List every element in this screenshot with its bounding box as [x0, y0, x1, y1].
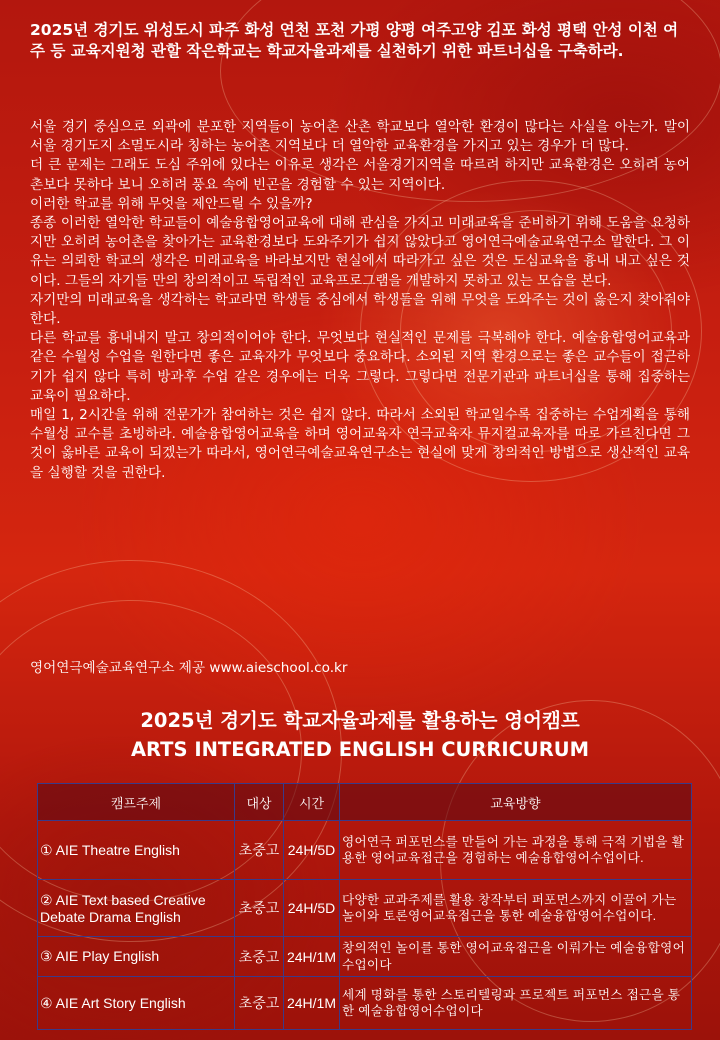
cell-time: 24H/1M — [284, 937, 340, 977]
cell-target: 초중고 — [235, 821, 284, 880]
credit-line: 영어연극예술교육연구소 제공 www.aieschool.co.kr — [30, 660, 348, 676]
table-header-row — [38, 784, 692, 821]
paragraph: 다른 학교를 흉내내지 말고 창의적이어야 한다. 무엇보다 현실적인 문제를 극복해야 한다. 예술융합영어교육과 같은 수월성 수업을 원한다면 좋은 교육자가 무엇보다 중요하다. 소외된 지역 환경으로는 좋은 교수들이 접근하기가 쉽지 않다 특히 방과후 수업 같은 경우에는 더욱 그렇다. 그렇다면 전문기관과 파트너십을 통해 집중하는 교육이 필요하다. — [30, 330, 690, 404]
table-row — [38, 937, 692, 977]
cell-theme: ③ AIE Play English — [38, 937, 235, 977]
cell-direction: 세계 명화를 통한 스토리텔링과 프로젝트 퍼포먼스 접근을 통한 예술융합영어수업이다 — [340, 977, 692, 1030]
header-theme: 캠프주제 — [38, 784, 235, 821]
paragraph: 서울 경기 중심으로 외곽에 분포한 지역들이 농어촌 산촌 학교보다 열악한 환경이 많다는 사실을 아는가. 말이 서울 경기도지 소멸도시라 칭하는 농어촌 지역보다 더 열악한 교육환경을 가지고 있는 경우가 더 많다. — [30, 119, 690, 155]
cell-time: 24H/1M — [284, 977, 340, 1030]
cell-target: 초중고 — [235, 977, 284, 1030]
cell-direction: 영어연극 퍼포먼스를 만들어 가는 과정을 통해 극적 기법을 활용한 영어교육접근을 경험하는 예술융합영어수업이다. — [340, 821, 692, 880]
cell-theme: ④ AIE Art Story English — [38, 977, 235, 1030]
paragraph: 매일 1, 2시간을 위해 전문가가 참여하는 것은 쉽지 않다. 따라서 소외된 학교일수록 집중하는 수업계획을 통해 수월성 교수를 초빙하라. 예술융합영어교육을 하며 영어교육자 연극교육자 뮤지컬교육자를 따로 가르친다면 그것이 옳바른 교육이 되겠는가 따라서, 영어연극예술교육연구소는 현실에 맞게 창의적인 방법으로 생산적인 교육을 실행할 것을 권한다. — [30, 407, 690, 481]
cell-time: 24H/5D — [284, 880, 340, 937]
article-body — [30, 118, 690, 483]
header-time: 시간 — [284, 784, 340, 821]
cell-direction: 다양한 교과주제를 활용 창작부터 퍼포먼스까지 이끌어 가는 놀이와 토론영어교육접근을 통한 예술융합영어수업이다. — [340, 880, 692, 937]
headline: 2025년 경기도 위성도시 파주 화성 연천 포천 가평 양평 여주고양 김포 화성 평택 안성 이천 여주 등 교육지원청 관할 작은학교는 학교자율과제를 실천하기 위한 파트너십을 구축하라. — [30, 21, 679, 60]
table-row — [38, 821, 692, 880]
cell-target: 초중고 — [235, 880, 284, 937]
table-row — [38, 880, 692, 937]
camp-title-korean: 2025년 경기도 학교자율과제를 활용하는 영어캠프 — [140, 709, 580, 732]
paragraph: 자기만의 미래교육을 생각하는 학교라면 학생들 중심에서 학생들을 위해 무엇을 도와주는 것이 옳은지 찾아줘야 한다. — [30, 291, 690, 328]
camp-table — [37, 783, 692, 1030]
table-row — [38, 977, 692, 1030]
cell-theme: ② AIE Text based Creative Debate Drama English — [38, 880, 235, 937]
cell-time: 24H/5D — [284, 821, 340, 880]
paragraph: 종종 이러한 열악한 학교들이 예술융합영어교육에 대해 관심을 가지고 미래교육을 준비하기 위해 도움을 요청하지만 오히려 농어촌을 찾아가는 교육환경보다 도와주기가 쉽지 않았다고 영어연극예술교육연구소 말한다. 그 이유는 의뢰한 학교의 생각은 미래교육을 바라보지만 현실에서 따라가고 싶은 것은 도심교육을 흉내 내고 싶은 것이다. 그들의 자기들 만의 창의적이고 독립적인 교육프로그램을 개발하지 못하고 있는 모습을 본다. — [30, 215, 690, 289]
cell-theme: ① AIE Theatre English — [38, 821, 235, 880]
cell-direction: 창의적인 놀이를 통한 영어교육접근을 이뤄가는 예술융합영어수업이다 — [340, 937, 692, 977]
camp-title — [0, 706, 720, 764]
paragraph: 더 큰 문제는 그래도 도심 주위에 있다는 이유로 생각은 서울경기지역을 따르려 하지만 교육환경은 오히려 농어촌보다 못하다 보니 오히려 풍요 속에 빈곤을 경험할 수 있는 지역이다. — [30, 157, 690, 193]
camp-title-english: ARTS INTEGRATED ENGLISH CURRICURUM — [130, 738, 590, 761]
header-direction: 교육방향 — [340, 784, 692, 821]
paragraph: 이러한 학교를 위해 무엇을 제안드릴 수 있을까? — [30, 195, 313, 212]
cell-target: 초중고 — [235, 937, 284, 977]
header-target: 대상 — [235, 784, 284, 821]
